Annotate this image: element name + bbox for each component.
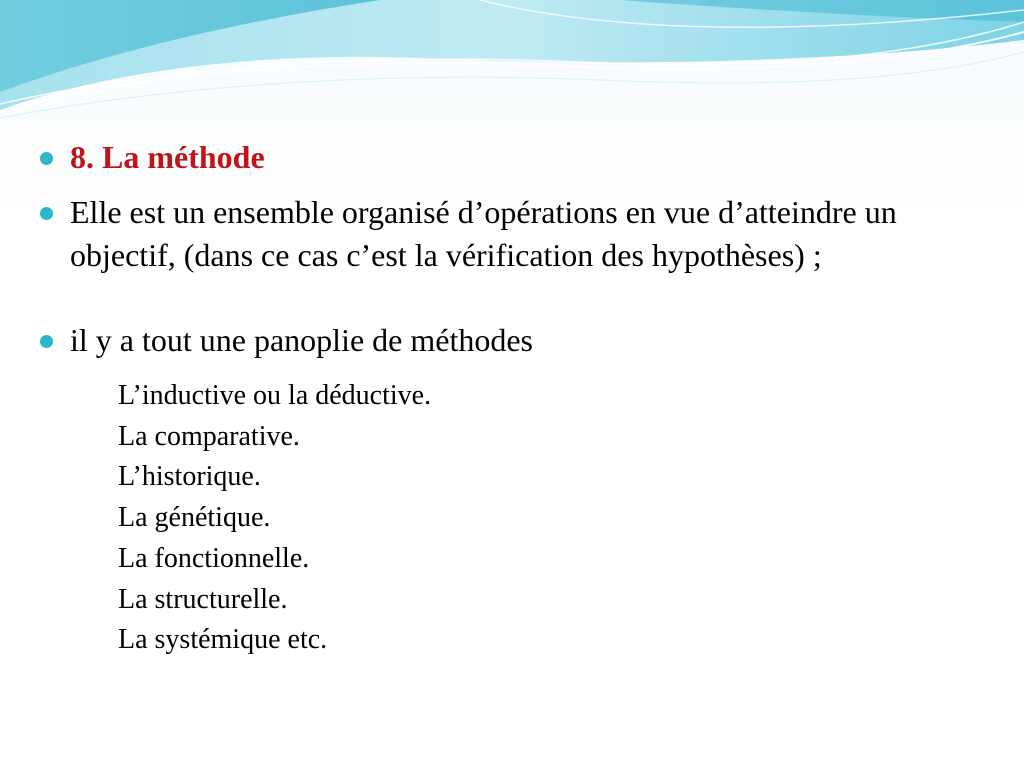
method-item: La systémique etc. <box>118 624 328 656</box>
method-item: La génétique. <box>118 502 271 534</box>
methods-intro-text: il y a tout une panoplie de méthodes <box>70 322 533 358</box>
bullet-dot-icon <box>40 207 53 220</box>
slide-body <box>40 136 980 661</box>
bullet-dot-icon <box>40 335 53 348</box>
method-item: L’inductive ou la déductive. <box>118 380 432 411</box>
methods-list <box>118 376 980 661</box>
method-item: La comparative. <box>118 420 300 452</box>
method-item: La fonctionnelle. <box>118 542 310 574</box>
methods-bullet <box>40 319 980 362</box>
heading-bullet <box>40 136 980 179</box>
definition-bullet <box>40 191 980 277</box>
bullet-dot-icon <box>40 152 53 165</box>
header-wave-decoration <box>0 0 1024 130</box>
method-item: L’historique. <box>118 461 261 493</box>
method-item: La structurelle. <box>118 583 288 615</box>
definition-text: Elle est un ensemble organisé d’opérations en vue d’atteindre un objectif, (dans ce cas c’est la vérification des hypothèses) ; <box>70 194 897 273</box>
slide-heading: 8. La méthode <box>70 139 265 175</box>
